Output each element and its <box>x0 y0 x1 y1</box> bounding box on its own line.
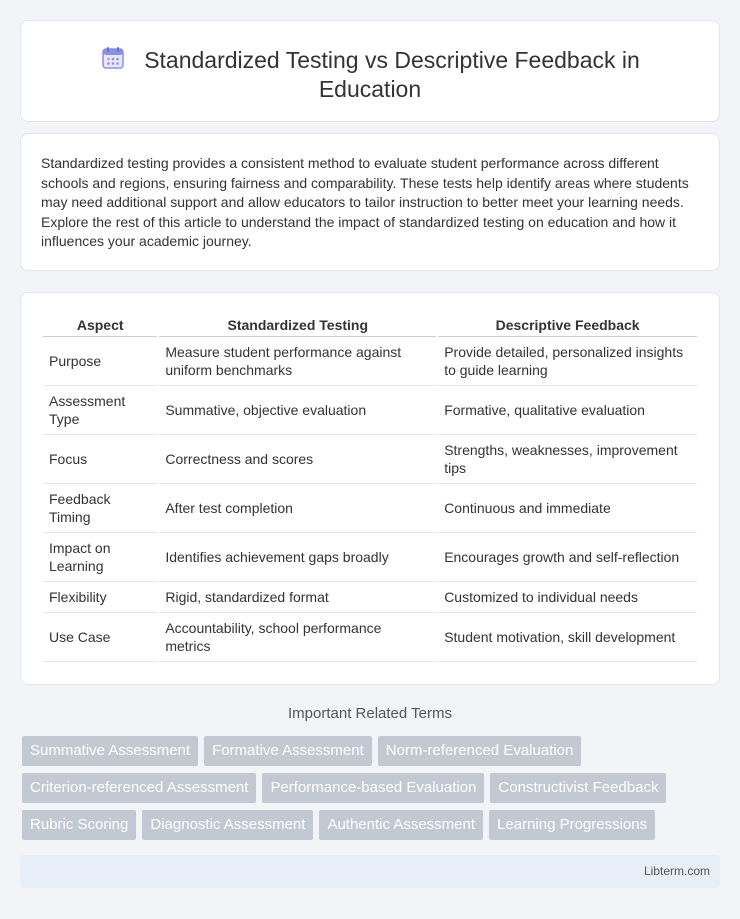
table-cell: Summative, objective evaluation <box>159 386 436 435</box>
footer-site-link[interactable]: Libterm.com <box>643 864 710 878</box>
comparison-table <box>41 313 699 662</box>
calendar-icon <box>100 45 126 71</box>
table-cell: After test completion <box>159 484 436 533</box>
term-tag[interactable]: Constructivist Feedback <box>490 773 666 803</box>
term-tag[interactable]: Summative Assessment <box>22 736 198 766</box>
table-cell: Encourages growth and self-reflection <box>438 533 697 582</box>
related-terms-heading: Important Related Terms <box>288 705 452 722</box>
table-cell: Continuous and immediate <box>438 484 697 533</box>
table-row <box>43 533 697 582</box>
table-cell: Measure student performance against uniform benchmarks <box>159 337 436 386</box>
title-card <box>20 20 720 122</box>
table-row <box>43 337 697 386</box>
table-row <box>43 613 697 662</box>
footer <box>20 855 720 888</box>
related-terms-list <box>22 736 722 847</box>
header-descriptive-feedback: Descriptive Feedback <box>438 313 697 337</box>
table-cell-aspect: Focus <box>43 435 157 484</box>
table-row <box>43 582 697 613</box>
table-cell: Customized to individual needs <box>438 582 697 613</box>
table-cell-aspect: Feedback Timing <box>43 484 157 533</box>
title-line-2: Education <box>318 76 422 102</box>
term-row <box>22 810 722 840</box>
title-line-1: Standardized Testing vs Descriptive Feedback in <box>144 47 640 73</box>
term-row <box>22 773 722 803</box>
table-cell-aspect: Impact on Learning <box>43 533 157 582</box>
table-cell: Identifies achievement gaps broadly <box>159 533 436 582</box>
table-row <box>43 484 697 533</box>
table-cell: Accountability, school performance metrics <box>159 613 436 662</box>
term-tag[interactable]: Formative Assessment <box>204 736 372 766</box>
term-tag[interactable]: Learning Progressions <box>489 810 655 840</box>
table-cell-aspect: Assessment Type <box>43 386 157 435</box>
table-cell-aspect: Use Case <box>43 613 157 662</box>
table-cell: Provide detailed, personalized insights to guide learning <box>438 337 697 386</box>
header-standardized-testing: Standardized Testing <box>159 313 436 337</box>
comparison-card <box>20 292 720 685</box>
table-row <box>43 386 697 435</box>
header-aspect: Aspect <box>43 313 157 337</box>
term-tag[interactable]: Criterion-referenced Assessment <box>22 773 256 803</box>
table-cell: Formative, qualitative evaluation <box>438 386 697 435</box>
term-tag[interactable]: Norm-referenced Evaluation <box>378 736 582 766</box>
table-cell: Student motivation, skill development <box>438 613 697 662</box>
table-cell: Strengths, weaknesses, improvement tips <box>438 435 697 484</box>
term-tag[interactable]: Rubric Scoring <box>22 810 136 840</box>
term-tag[interactable]: Diagnostic Assessment <box>142 810 313 840</box>
table-header-row <box>43 313 697 337</box>
term-tag[interactable]: Authentic Assessment <box>319 810 483 840</box>
table-cell: Rigid, standardized format <box>159 582 436 613</box>
intro-paragraph: Standardized testing provides a consistent method to evaluate student performance across different schools and regions, ensuring fairness and comparability. These tests help identify areas where students may need additional support and allow educators to tailor instruction to better meet your learning needs. Explore the rest of this article to understand the impact of standardized testing on education and how it influences your academic journey. <box>41 155 689 250</box>
term-row <box>22 736 722 766</box>
table-cell: Correctness and scores <box>159 435 436 484</box>
page-title <box>21 45 719 104</box>
table-row <box>43 435 697 484</box>
term-tag[interactable]: Performance-based Evaluation <box>262 773 484 803</box>
table-cell-aspect: Purpose <box>43 337 157 386</box>
intro-card <box>20 133 720 271</box>
table-cell-aspect: Flexibility <box>43 582 157 613</box>
